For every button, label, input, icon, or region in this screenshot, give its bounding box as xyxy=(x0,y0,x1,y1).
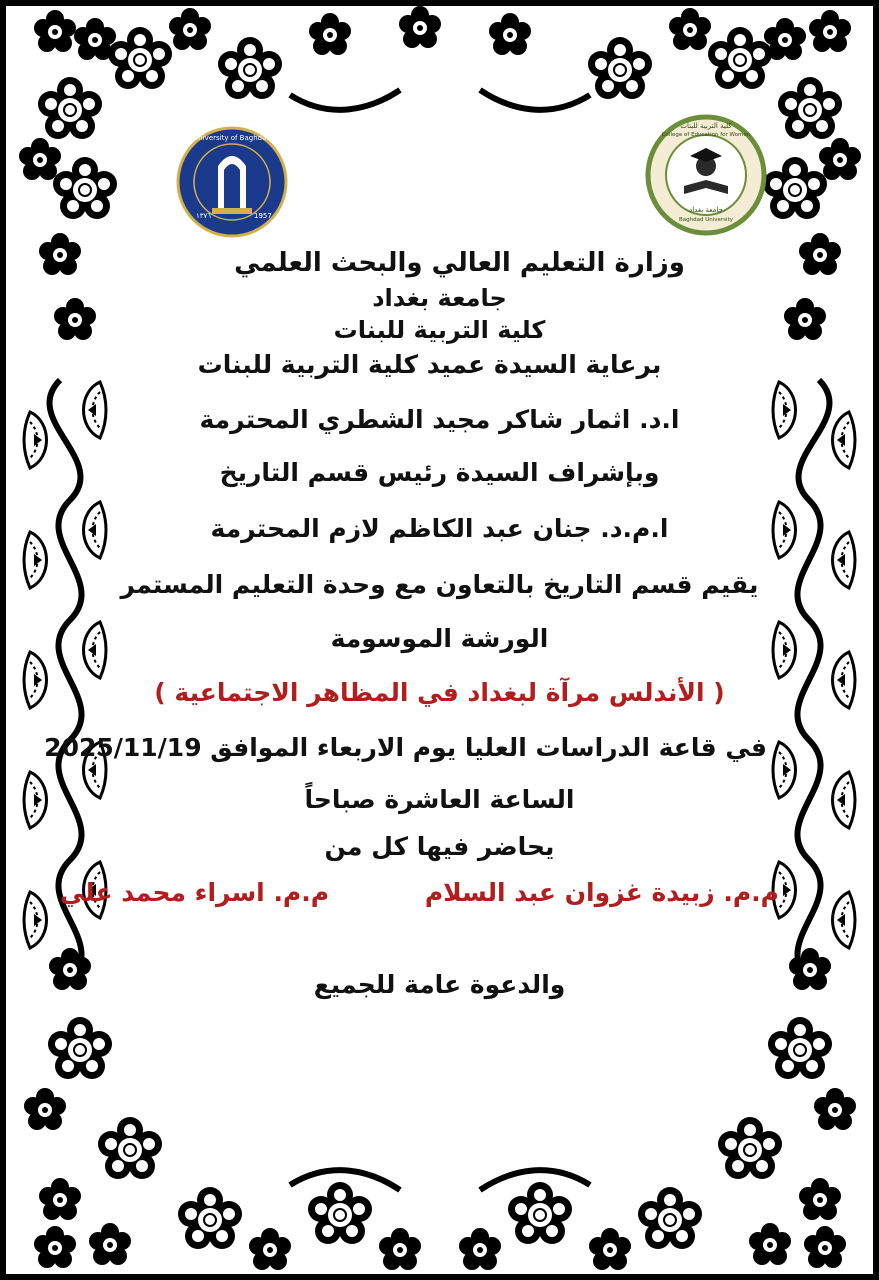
closing-line: والدعوة عامة للجميع xyxy=(313,970,566,999)
logo-right-arabic-top: كلية التربية للبنات xyxy=(680,122,732,130)
ministry-title: وزارة التعليم العالي والبحث العلمي xyxy=(234,248,685,278)
lecturers-intro: يحاضر فيها كل من xyxy=(324,832,555,861)
logo-right-top-text: College of Education for Women xyxy=(661,132,751,138)
logo-left-top-text: University of Baghdad xyxy=(193,134,271,142)
logo-right-arabic-bottom: جامعة بغداد xyxy=(689,206,723,214)
department-head-name: ا.م.د. جنان عبد الكاظم لازم المحترمة xyxy=(210,514,669,543)
dean-name: ا.د. اثمار شاكر مجيد الشطري المحترمة xyxy=(199,405,680,434)
organizer-line: يقيم قسم التاريخ بالتعاون مع وحدة التعليم المستمر xyxy=(120,570,759,599)
logo-left-year-hijri: ١٣٧٦ xyxy=(196,212,212,220)
logo-left-year: 1957 xyxy=(254,212,272,220)
event-time: الساعة العاشرة صباحاً xyxy=(304,785,575,814)
workshop-label: الورشة الموسومة xyxy=(330,624,549,653)
lecturer-2: م.م. اسراء محمد علي xyxy=(60,878,330,907)
university-name: جامعة بغداد xyxy=(372,284,507,312)
supervision-line: وبإشراف السيدة رئيس قسم التاريخ xyxy=(219,458,660,487)
college-name: كلية التربية للبنات xyxy=(333,316,546,344)
logo-right-bottom-text: Baghdad University xyxy=(679,217,733,223)
patronage-line: برعاية السيدة عميد كلية التربية للبنات xyxy=(197,350,662,379)
invitation-content xyxy=(44,0,779,1280)
venue-date-line: في قاعة الدراسات العليا يوم الاربعاء الموافق 2025/11/19 xyxy=(44,733,767,762)
workshop-title: ( الأندلس مرآة لبغداد في المظاهر الاجتماعية ) xyxy=(154,678,725,707)
lecturer-1: م.م. زبيدة غزوان عبد السلام xyxy=(424,878,779,907)
